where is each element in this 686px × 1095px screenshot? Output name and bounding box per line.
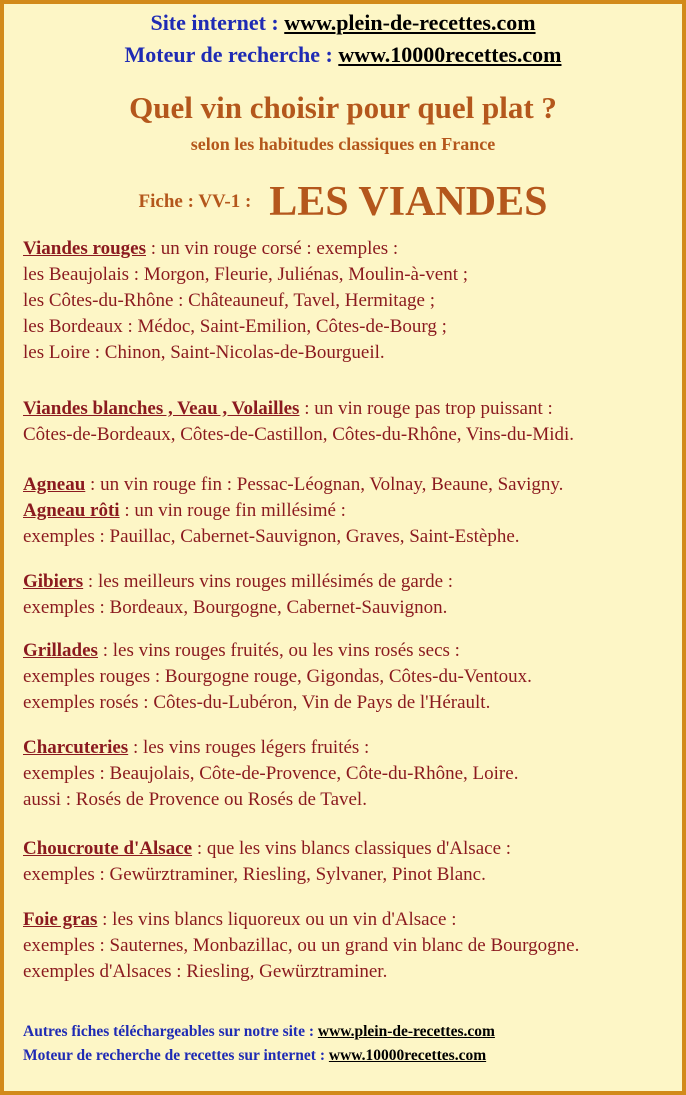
section-intro: : que les vins blancs classiques d'Alsace : <box>192 838 512 859</box>
section-line: exemples : Beaujolais, Côte-de-Provence, Côte-du-Rhône, Loire. <box>23 763 519 784</box>
section-heading: Viandes blanches , Veau , Volailles <box>23 398 300 419</box>
section-heading: Grillades <box>23 640 98 661</box>
fiche-row <box>4 178 682 226</box>
section-heading: Choucroute d'Alsace <box>23 838 193 859</box>
footer-line-fiches <box>23 1023 672 1041</box>
section-grillades <box>23 638 672 716</box>
section-gibiers <box>23 569 672 621</box>
section-intro: : un vin rouge fin millésimé : <box>119 500 346 521</box>
section-line: exemples : Pauillac, Cabernet-Sauvignon, Graves, Saint-Estèphe. <box>23 526 520 547</box>
footer-search-link[interactable]: www.10000recettes.com <box>328 1047 487 1064</box>
search-engine-label: Moteur de recherche : <box>124 42 339 67</box>
section-line: exemples : Gewürztraminer, Riesling, Sylvaner, Pinot Blanc. <box>23 864 486 885</box>
section-heading: Charcuteries <box>23 737 129 758</box>
fiche-title: LES VIANDES <box>269 179 548 225</box>
page-subtitle: selon les habitudes classiques en France <box>190 134 496 154</box>
fiche-label: Fiche : VV-1 : <box>138 191 252 212</box>
section-heading: Agneau <box>23 474 86 495</box>
footer-site-link[interactable]: www.plein-de-recettes.com <box>317 1023 495 1040</box>
section-line: exemples : Sauternes, Monbazillac, ou un grand vin blanc de Bourgogne. <box>23 935 580 956</box>
footer-line-search <box>23 1047 672 1065</box>
section-line: aussi : Rosés de Provence ou Rosés de Tavel. <box>23 789 367 810</box>
search-engine-link[interactable]: www.10000recettes.com <box>338 42 562 67</box>
section-viandes-blanches <box>23 396 672 448</box>
section-line: les Loire : Chinon, Saint-Nicolas-de-Bourgueil. <box>23 342 385 363</box>
page-title: Quel vin choisir pour quel plat ? <box>129 90 557 125</box>
section-choucroute <box>23 836 672 888</box>
section-agneau <box>23 472 672 550</box>
section-intro: : les meilleurs vins rouges millésimés de garde : <box>83 571 454 592</box>
section-line: les Côtes-du-Rhône : Châteauneuf, Tavel, Hermitage ; <box>23 290 435 311</box>
section-line: les Beaujolais : Morgon, Fleurie, Juliénas, Moulin-à-vent ; <box>23 264 469 285</box>
site-label: Site internet : <box>150 10 285 35</box>
section-line: exemples d'Alsaces : Riesling, Gewürztraminer. <box>23 961 388 982</box>
section-intro: : les vins rouges fruités, ou les vins rosés secs : <box>97 640 460 661</box>
section-line: exemples rouges : Bourgogne rouge, Gigondas, Côtes-du-Ventoux. <box>23 666 532 687</box>
section-intro: : un vin rouge fin : Pessac-Léognan, Volnay, Beaune, Savigny. <box>85 474 564 495</box>
section-intro: : un vin rouge corsé : exemples : <box>146 238 399 259</box>
footer-label: Autres fiches téléchargeables sur notre site : <box>23 1023 318 1040</box>
section-intro: : les vins rouges légers fruités : <box>128 737 370 758</box>
section-line: les Bordeaux : Médoc, Saint-Emilion, Côtes-de-Bourg ; <box>23 316 447 337</box>
section-heading: Foie gras <box>23 909 98 930</box>
search-engine-line <box>4 42 682 68</box>
section-line: exemples rosés : Côtes-du-Lubéron, Vin de Pays de l'Hérault. <box>23 692 491 713</box>
section-heading: Viandes rouges <box>23 238 146 259</box>
section-foie-gras <box>23 907 672 985</box>
footer-label: Moteur de recherche de recettes sur internet : <box>23 1047 329 1064</box>
site-line <box>4 10 682 36</box>
section-intro: : un vin rouge pas trop puissant : <box>299 398 553 419</box>
section-charcuteries <box>23 735 672 813</box>
site-link[interactable]: www.plein-de-recettes.com <box>284 10 536 35</box>
section-heading: Gibiers <box>23 571 84 592</box>
section-heading: Agneau rôti <box>23 500 120 521</box>
section-viandes-rouges <box>23 236 672 366</box>
section-intro: : les vins blancs liquoreux ou un vin d'Alsace : <box>97 909 457 930</box>
section-line: Côtes-de-Bordeaux, Côtes-de-Castillon, Côtes-du-Rhône, Vins-du-Midi. <box>23 424 575 445</box>
section-line: exemples : Bordeaux, Bourgogne, Cabernet-Sauvignon. <box>23 597 448 618</box>
